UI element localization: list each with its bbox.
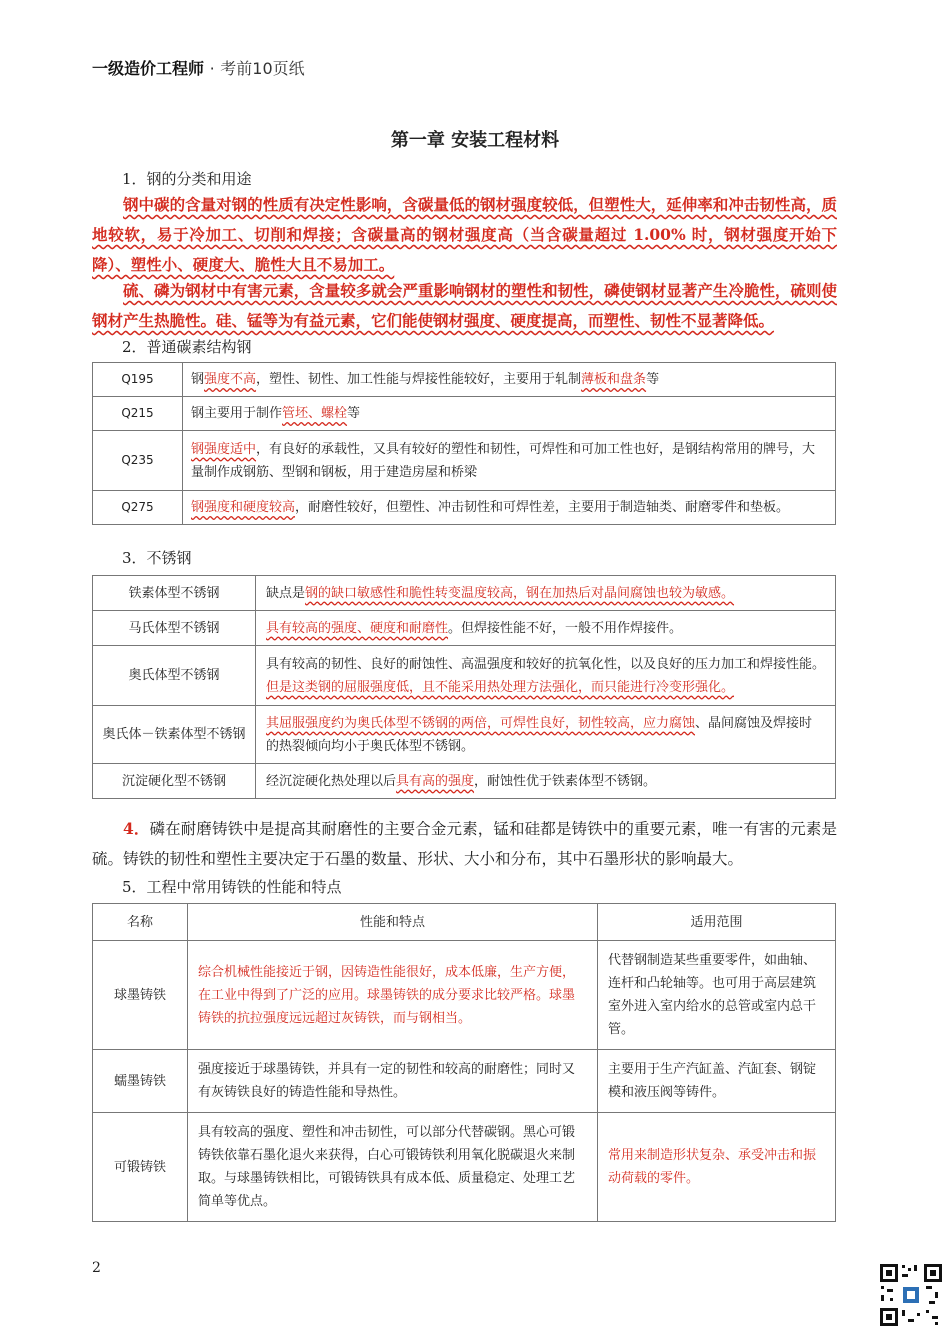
table-header-row bbox=[93, 904, 836, 941]
cast-iron-table bbox=[92, 903, 836, 1222]
table-row bbox=[93, 941, 836, 1050]
text: 具有较高的韧性、良好的耐蚀性、高温强度和较好的抗氧化性，以及良好的压力加工和焊接性能。 bbox=[266, 656, 826, 672]
type-cell: 奥氏体－铁素体型不锈钢 bbox=[93, 706, 256, 764]
highlight-text: 钢的缺口敏感性和脆性转变温度较高，钢在加热后对晶间腐蚀也较为敏感。 bbox=[305, 585, 735, 601]
section-1-paragraph-2-text: 硫、磷为钢材中有害元素，含量较多就会严重影响钢材的塑性和韧性，磷使钢材显著产生冷脆性，硫则使钢材产生热脆性。硅、锰等为有益元素，它们能使钢材强度、硬度提高，而塑性、韧性不显著降低。 bbox=[92, 281, 837, 330]
column-header: 名称 bbox=[93, 904, 188, 941]
table-row bbox=[93, 646, 836, 706]
name-cell: 蠕墨铸铁 bbox=[93, 1050, 188, 1113]
type-cell: 铁素体型不锈钢 bbox=[93, 576, 256, 611]
table-row bbox=[93, 1050, 836, 1113]
desc-cell bbox=[183, 363, 836, 397]
section-4-paragraph bbox=[92, 814, 837, 874]
type-cell: 奥氏体型不锈钢 bbox=[93, 646, 256, 706]
text: ，耐蚀性优于铁素体型不锈钢。 bbox=[474, 773, 657, 789]
table-row bbox=[93, 491, 836, 525]
highlight-text: 其屈服强度约为奥氏体型不锈钢的两倍，可焊性良好，韧性较高，应力腐蚀 bbox=[266, 715, 696, 731]
text: 、晶间腐蚀及焊接时的热裂倾向均小于奥氏体型不锈钢。 bbox=[266, 715, 813, 754]
header-subtitle: 考前10页纸 bbox=[220, 59, 305, 78]
usage-cell: 常用来制造形状复杂、承受冲击和振动荷载的零件。 bbox=[598, 1113, 836, 1222]
text: ，耐磨性较好，但塑性、冲击韧性和可焊性差，主要用于制造轴类、耐磨零件和垫板。 bbox=[295, 500, 790, 515]
section-4-number: 4． bbox=[123, 819, 150, 838]
highlight-text: 钢强度适中 bbox=[191, 441, 257, 457]
header-title: 一级造价工程师 bbox=[92, 59, 205, 78]
text: 钢主要用于制作 bbox=[191, 406, 283, 421]
type-cell: 沉淀硬化型不锈钢 bbox=[93, 764, 256, 799]
table-row bbox=[93, 576, 836, 611]
usage-cell: 代替钢制造某些重要零件，如曲轴、连杆和凸轮轴等。也可用于高层建筑室外进入室内给水的总管或室内总干管。 bbox=[598, 941, 836, 1050]
section-1-paragraph-1 bbox=[92, 190, 837, 280]
page-number: 2 bbox=[92, 1260, 101, 1276]
text: 缺点是 bbox=[266, 585, 306, 601]
qr-code-icon bbox=[878, 1262, 944, 1328]
section-2-heading: 2．普通碳素结构钢 bbox=[122, 338, 252, 356]
section-1-paragraph-1-text: 钢中碳的含量对钢的性质有决定性影响，含碳量低的钢材强度较低，但塑性大，延伸率和冲击韧性高，质地较软，易于冷加工、切削和焊接；含碳量高的钢材强度高（当含碳量超过 1.00% 时，钢材强度开始下降）、塑性小、硬度大、脆性大且不易加工。 bbox=[92, 195, 837, 274]
column-header: 适用范围 bbox=[598, 904, 836, 941]
grade-cell: Q275 bbox=[93, 491, 183, 525]
section-5-heading: 5．工程中常用铸铁的性能和特点 bbox=[122, 878, 342, 896]
section-1-heading: 1．钢的分类和用途 bbox=[122, 170, 252, 188]
highlight-text: 强度不高 bbox=[204, 372, 257, 387]
desc-cell bbox=[256, 764, 836, 799]
performance-cell: 具有较高的强度、塑性和冲击韧性，可以部分代替碳钢。黑心可锻铸铁依靠石墨化退火来获得，白心可锻铸铁利用氧化脱碳退火来制取。与球墨铸铁相比，可锻铸铁具有成本低、质量稳定、处理工艺简单等优点。 bbox=[188, 1113, 598, 1222]
carbon-steel-table bbox=[92, 362, 836, 525]
grade-cell: Q215 bbox=[93, 397, 183, 431]
section-3-heading: 3．不锈钢 bbox=[122, 549, 192, 567]
table-row bbox=[93, 611, 836, 646]
table-row bbox=[93, 397, 836, 431]
section-4-text: 磷在耐磨铸铁中是提高其耐磨性的主要合金元素，锰和硅都是铸铁中的重要元素，唯一有害的元素是硫。铸铁的韧性和塑性主要决定于石墨的数量、形状、大小和分布，其中石墨形状的影响最大。 bbox=[92, 820, 837, 868]
running-header bbox=[92, 56, 305, 79]
name-cell: 可锻铸铁 bbox=[93, 1113, 188, 1222]
text: ，有良好的承载性，又具有较好的塑性和韧性，可焊性和可加工性也好，是钢结构常用的牌号，大量制作成钢筋、型钢和钢板，用于建造房屋和桥梁 bbox=[191, 441, 816, 480]
text: ，塑性、韧性、加工性能与焊接性能较好，主要用于轧制 bbox=[256, 372, 582, 387]
highlight-text: 具有较高的强度、硬度和耐磨性 bbox=[266, 620, 449, 636]
desc-cell bbox=[256, 646, 836, 706]
desc-cell bbox=[183, 397, 836, 431]
grade-cell: Q195 bbox=[93, 363, 183, 397]
desc-cell bbox=[183, 431, 836, 491]
grade-cell: Q235 bbox=[93, 431, 183, 491]
section-1-paragraph-2 bbox=[92, 276, 837, 336]
text: 等 bbox=[646, 372, 660, 387]
desc-cell bbox=[256, 611, 836, 646]
performance-cell: 综合机械性能接近于钢，因铸造性能很好，成本低廉，生产方便，在工业中得到了广泛的应用。球墨铸铁的成分要求比较严格。球墨铸铁的抗拉强度远远超过灰铸铁，而与钢相当。 bbox=[188, 941, 598, 1050]
desc-cell bbox=[256, 706, 836, 764]
highlight-text: 管坯、螺栓 bbox=[282, 406, 348, 421]
table-row bbox=[93, 764, 836, 799]
highlight-text: 钢强度和硬度较高 bbox=[191, 500, 296, 515]
text: 等 bbox=[347, 406, 361, 421]
column-header: 性能和特点 bbox=[188, 904, 598, 941]
name-cell: 球墨铸铁 bbox=[93, 941, 188, 1050]
text: 。但焊接性能不好，一般不用作焊接件。 bbox=[448, 620, 683, 636]
type-cell: 马氏体型不锈钢 bbox=[93, 611, 256, 646]
highlight-text: 具有高的强度 bbox=[396, 773, 475, 789]
table-row bbox=[93, 363, 836, 397]
table-row bbox=[93, 1113, 836, 1222]
highlight-text: 薄板和盘条 bbox=[581, 372, 647, 387]
text: 钢 bbox=[191, 372, 205, 387]
table-row bbox=[93, 706, 836, 764]
desc-cell bbox=[183, 491, 836, 525]
chapter-title: 第一章 安装工程材料 bbox=[390, 130, 560, 151]
stainless-steel-table bbox=[92, 575, 836, 799]
desc-cell bbox=[256, 576, 836, 611]
table-row bbox=[93, 431, 836, 491]
header-dot: · bbox=[209, 59, 215, 78]
performance-cell: 强度接近于球墨铸铁，并具有一定的韧性和较高的耐磨性；同时又有灰铸铁良好的铸造性能和导热性。 bbox=[188, 1050, 598, 1113]
text: 经沉淀硬化热处理以后 bbox=[266, 773, 397, 789]
highlight-text: 但是这类钢的屈服强度低，且不能采用热处理方法强化，而只能进行冷变形强化。 bbox=[266, 679, 735, 695]
usage-cell: 主要用于生产汽缸盖、汽缸套、钢锭模和液压阀等铸件。 bbox=[598, 1050, 836, 1113]
